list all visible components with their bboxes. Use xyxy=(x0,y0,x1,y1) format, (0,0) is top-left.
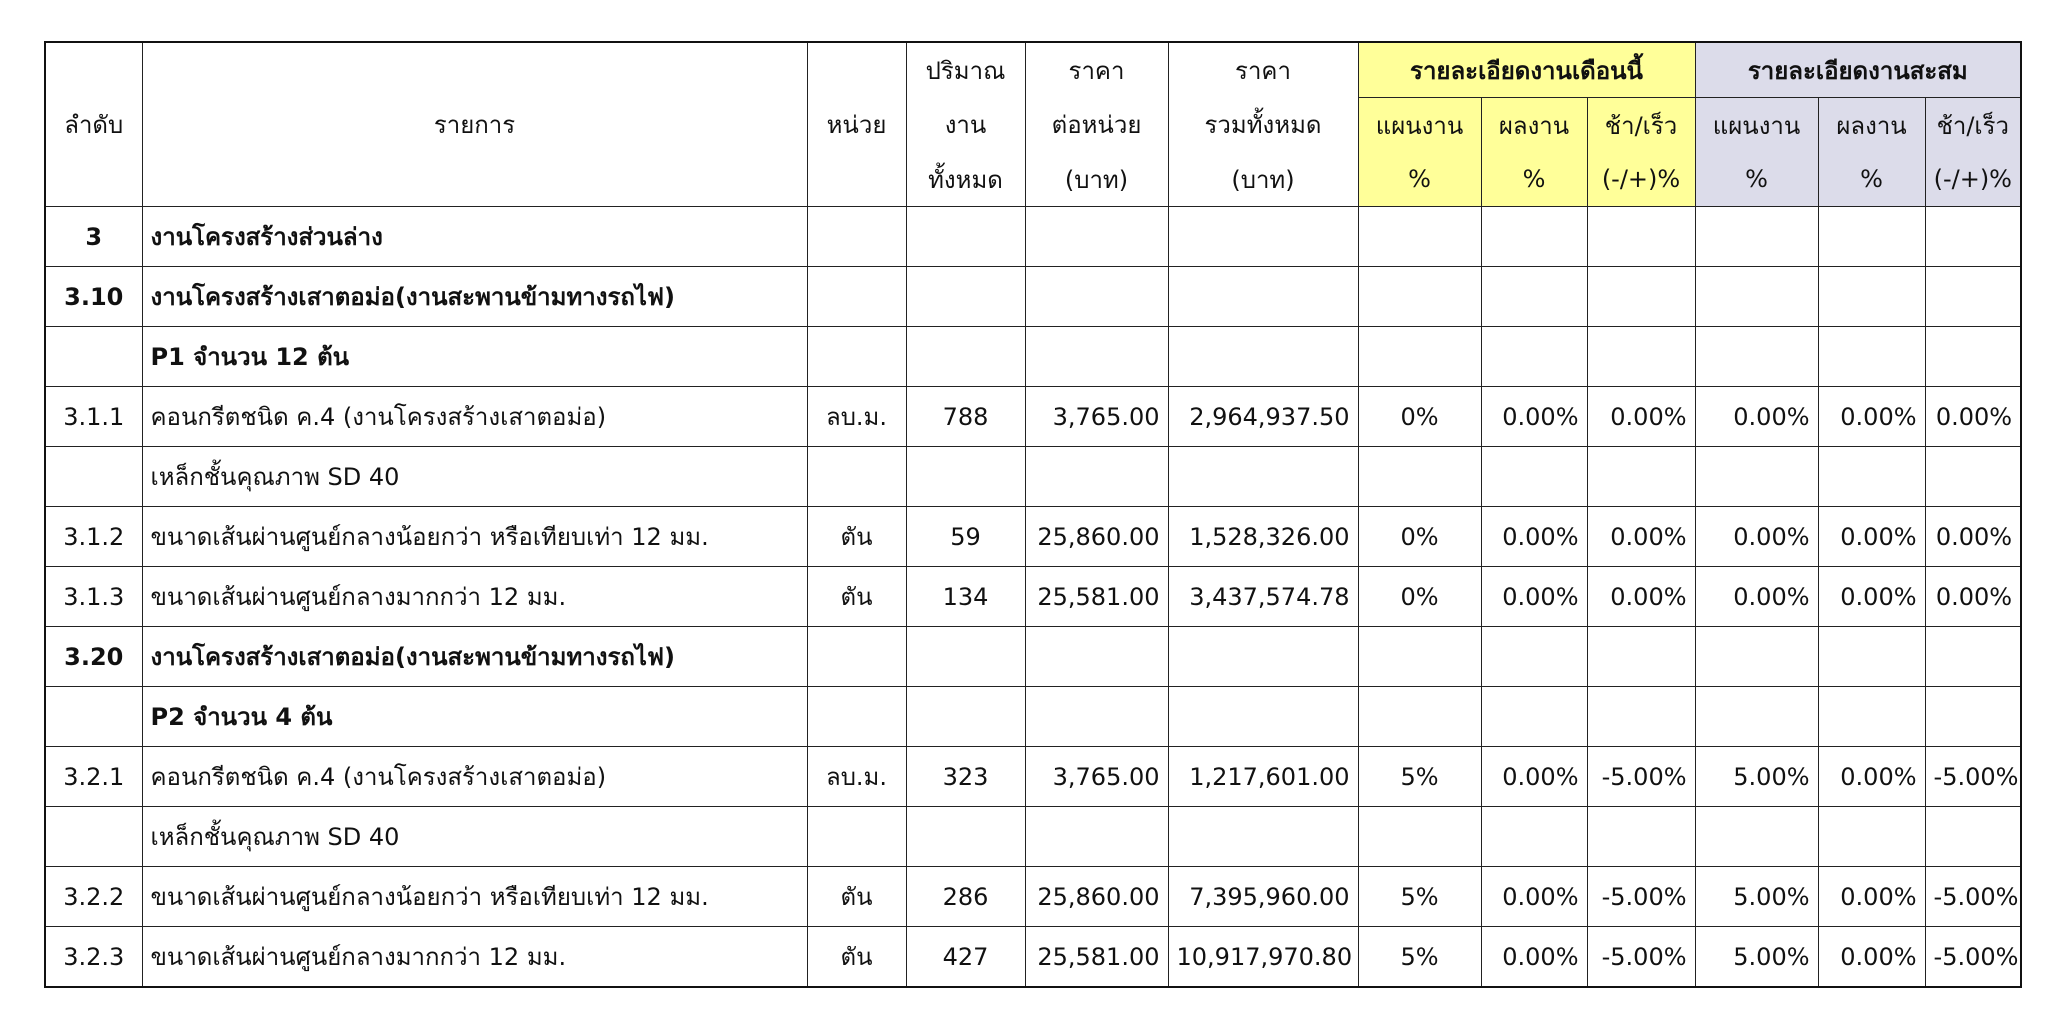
cell-cum-plan: 5.00% xyxy=(1695,867,1818,927)
cell-cum-diff: -5.00% xyxy=(1925,927,2021,988)
cell-total: 3,437,574.78 xyxy=(1168,567,1358,627)
table-row xyxy=(45,507,2021,567)
cell-seq: 3.10 xyxy=(45,267,142,327)
cell-cum-plan: 5.00% xyxy=(1695,927,1818,988)
header-total-price-line1: ราคา xyxy=(1168,42,1358,98)
cell-month-result: 0.00% xyxy=(1481,567,1587,627)
cell-month-result: 0.00% xyxy=(1481,867,1587,927)
cell-unit: ลบ.ม. xyxy=(807,747,906,807)
cell-month-diff: -5.00% xyxy=(1587,867,1695,927)
header-cumulative: รายละเอียดงานสะสม xyxy=(1695,42,2021,98)
cell-seq xyxy=(45,327,142,387)
table-row xyxy=(45,687,2021,747)
cell-cum-plan: 0.00% xyxy=(1695,387,1818,447)
cell-item: P2 จำนวน 4 ต้น xyxy=(142,687,807,747)
cell-unit: ตัน xyxy=(807,567,906,627)
header-cum-result: ผลงาน xyxy=(1818,98,1925,153)
header-this-month: รายละเอียดงานเดือนนี้ xyxy=(1358,42,1695,98)
cell-item: งานโครงสร้างเสาตอม่อ(งานสะพานข้ามทางรถไฟ) xyxy=(142,267,807,327)
cell-item: ขนาดเส้นผ่านศูนย์กลางมากกว่า 12 มม. xyxy=(142,567,807,627)
cell-cum-diff: 0.00% xyxy=(1925,567,2021,627)
cell-cum-result: 0.00% xyxy=(1818,387,1925,447)
cell-cum-diff: -5.00% xyxy=(1925,867,2021,927)
cell-item: เหล็กชั้นคุณภาพ SD 40 xyxy=(142,447,807,507)
table-row xyxy=(45,867,2021,927)
cell-unit-price: 3,765.00 xyxy=(1025,747,1168,807)
cell-item: คอนกรีตชนิด ค.4 (งานโครงสร้างเสาตอม่อ) xyxy=(142,747,807,807)
header-month-result: ผลงาน xyxy=(1481,98,1587,153)
header-cum-plan: แผนงาน xyxy=(1695,98,1818,153)
cell-qty: 788 xyxy=(906,387,1025,447)
cell-month-result: 0.00% xyxy=(1481,387,1587,447)
header-cum-diff: ช้า/เร็ว xyxy=(1925,98,2021,153)
table-row xyxy=(45,747,2021,807)
cell-unit-price: 25,860.00 xyxy=(1025,867,1168,927)
cell-total: 1,217,601.00 xyxy=(1168,747,1358,807)
cell-total: 10,917,970.80 xyxy=(1168,927,1358,988)
table-row xyxy=(45,567,2021,627)
cell-unit: ลบ.ม. xyxy=(807,387,906,447)
cell-unit: ตัน xyxy=(807,507,906,567)
table-row xyxy=(45,447,2021,507)
cell-item: ขนาดเส้นผ่านศูนย์กลางมากกว่า 12 มม. xyxy=(142,927,807,988)
header-month-diff-pct: (-/+)% xyxy=(1587,152,1695,207)
cell-total: 2,964,937.50 xyxy=(1168,387,1358,447)
cell-month-diff: 0.00% xyxy=(1587,387,1695,447)
cell-seq xyxy=(45,807,142,867)
cell-seq: 3.1.2 xyxy=(45,507,142,567)
header-qty-line1: ปริมาณ xyxy=(906,42,1025,98)
cell-item: คอนกรีตชนิด ค.4 (งานโครงสร้างเสาตอม่อ) xyxy=(142,387,807,447)
header-seq: ลำดับ xyxy=(45,42,142,207)
header-total-price-line3: (บาท) xyxy=(1168,152,1358,207)
cell-month-result: 0.00% xyxy=(1481,927,1587,988)
header-month-plan-pct: % xyxy=(1358,152,1481,207)
cell-unit-price: 25,581.00 xyxy=(1025,567,1168,627)
header-cum-result-pct: % xyxy=(1818,152,1925,207)
cell-item: งานโครงสร้างส่วนล่าง xyxy=(142,207,807,267)
cell-qty: 59 xyxy=(906,507,1025,567)
cell-qty: 323 xyxy=(906,747,1025,807)
cell-total: 7,395,960.00 xyxy=(1168,867,1358,927)
cell-total: 1,528,326.00 xyxy=(1168,507,1358,567)
cell-qty: 134 xyxy=(906,567,1025,627)
header-unit: หน่วย xyxy=(807,42,906,207)
cell-unit-price: 3,765.00 xyxy=(1025,387,1168,447)
table-body xyxy=(45,207,2021,988)
cell-month-plan: 5% xyxy=(1358,747,1481,807)
header-cum-diff-pct: (-/+)% xyxy=(1925,152,2021,207)
cell-seq: 3.2.3 xyxy=(45,927,142,988)
header-unit-price-line1: ราคา xyxy=(1025,42,1168,98)
table-row xyxy=(45,807,2021,867)
cell-month-diff: 0.00% xyxy=(1587,507,1695,567)
cell-seq: 3.2.1 xyxy=(45,747,142,807)
header-total-price-line2: รวมทั้งหมด xyxy=(1168,98,1358,153)
cell-cum-result: 0.00% xyxy=(1818,567,1925,627)
cell-seq: 3.1.1 xyxy=(45,387,142,447)
cell-cum-result: 0.00% xyxy=(1818,867,1925,927)
header-unit-price-line2: ต่อหน่วย xyxy=(1025,98,1168,153)
header-qty-line2: งาน xyxy=(906,98,1025,153)
header-qty-line3: ทั้งหมด xyxy=(906,152,1025,207)
cell-month-diff: -5.00% xyxy=(1587,927,1695,988)
header-month-plan: แผนงาน xyxy=(1358,98,1481,153)
cell-month-plan: 0% xyxy=(1358,567,1481,627)
header-cum-plan-pct: % xyxy=(1695,152,1818,207)
cell-month-plan: 5% xyxy=(1358,867,1481,927)
cell-seq: 3.1.3 xyxy=(45,567,142,627)
cell-qty: 427 xyxy=(906,927,1025,988)
cell-month-diff: 0.00% xyxy=(1587,567,1695,627)
cell-cum-diff: 0.00% xyxy=(1925,387,2021,447)
cell-qty: 286 xyxy=(906,867,1025,927)
table-row xyxy=(45,387,2021,447)
table-row xyxy=(45,627,2021,687)
cell-month-plan: 0% xyxy=(1358,507,1481,567)
cell-item: ขนาดเส้นผ่านศูนย์กลางน้อยกว่า หรือเทียบเท่า 12 มม. xyxy=(142,507,807,567)
header-month-diff: ช้า/เร็ว xyxy=(1587,98,1695,153)
table-row xyxy=(45,267,2021,327)
cell-item: P1 จำนวน 12 ต้น xyxy=(142,327,807,387)
cell-item: ขนาดเส้นผ่านศูนย์กลางน้อยกว่า หรือเทียบเท่า 12 มม. xyxy=(142,867,807,927)
cell-cum-diff: -5.00% xyxy=(1925,747,2021,807)
progress-table xyxy=(44,41,2022,988)
cell-item: งานโครงสร้างเสาตอม่อ(งานสะพานข้ามทางรถไฟ) xyxy=(142,627,807,687)
cell-seq: 3.2.2 xyxy=(45,867,142,927)
cell-seq xyxy=(45,687,142,747)
cell-month-plan: 5% xyxy=(1358,927,1481,988)
cell-cum-result: 0.00% xyxy=(1818,747,1925,807)
header-item: รายการ xyxy=(142,42,807,207)
cell-month-plan: 0% xyxy=(1358,387,1481,447)
cell-cum-result: 0.00% xyxy=(1818,927,1925,988)
cell-seq: 3 xyxy=(45,207,142,267)
cell-cum-result: 0.00% xyxy=(1818,507,1925,567)
header-month-result-pct: % xyxy=(1481,152,1587,207)
cell-unit-price: 25,581.00 xyxy=(1025,927,1168,988)
cell-cum-plan: 0.00% xyxy=(1695,567,1818,627)
cell-unit: ตัน xyxy=(807,927,906,988)
cell-unit-price: 25,860.00 xyxy=(1025,507,1168,567)
cell-month-result: 0.00% xyxy=(1481,507,1587,567)
table-row xyxy=(45,927,2021,988)
cell-cum-plan: 0.00% xyxy=(1695,507,1818,567)
cell-cum-plan: 5.00% xyxy=(1695,747,1818,807)
table-row xyxy=(45,327,2021,387)
cell-seq xyxy=(45,447,142,507)
cell-month-result: 0.00% xyxy=(1481,747,1587,807)
cell-item: เหล็กชั้นคุณภาพ SD 40 xyxy=(142,807,807,867)
table-row xyxy=(45,207,2021,267)
cell-month-diff: -5.00% xyxy=(1587,747,1695,807)
cell-cum-diff: 0.00% xyxy=(1925,507,2021,567)
table-header xyxy=(45,42,2021,207)
cell-seq: 3.20 xyxy=(45,627,142,687)
cell-unit: ตัน xyxy=(807,867,906,927)
header-unit-price-line3: (บาท) xyxy=(1025,152,1168,207)
